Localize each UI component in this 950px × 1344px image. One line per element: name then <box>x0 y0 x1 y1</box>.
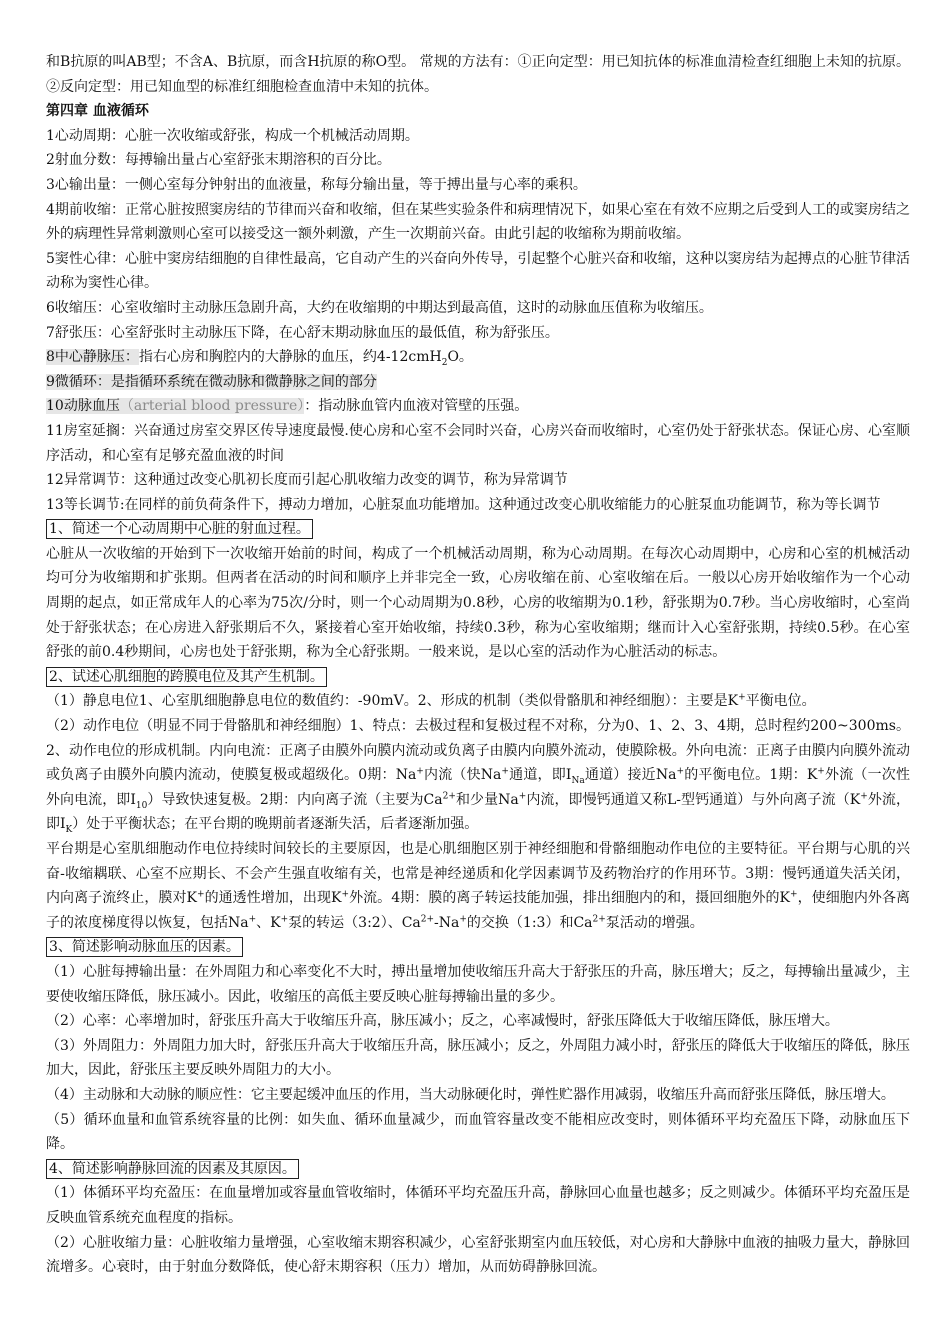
question-1-title: 1、简述一个心动周期中心脏的射血过程。 <box>46 519 313 539</box>
definition-12: 12异常调节：这种通过改变心肌初长度而引起心肌收缩力改变的调节，称为异常调节 <box>46 472 568 489</box>
text-run: 外流。4期：膜的离子转运技能加强，排出细胞内的和，摄回细胞外的K <box>349 890 791 907</box>
text-run: 2+ <box>442 791 456 802</box>
definition-11: 11房室延搁：兴奋通过房室交界区传导速度最慢.使心房和心室不会同时兴奋，心房兴奋而收缩时，心室仍处于舒张状态。保证心房、心室顺序活动，和心室有足够充盈血液的时间 <box>46 422 910 464</box>
text-run: + <box>341 889 350 900</box>
question-2-part-2 <box>46 714 910 837</box>
question-4-part-2: （2）心脏收缩力量：心脏收缩力量增强，心室收缩末期容积减少，心室舒张期室内血压较低，对心房和大静脉中血液的抽吸力量大，静脉回流增多。心衰时，由于射血分数降低，使心舒末期容积（压力）增加，从而妨碍静脉回流。 <box>46 1234 910 1276</box>
question-3-title: 3、简述影响动脉血压的因素。 <box>46 937 243 957</box>
chapter-title: 第四章 血液循环 <box>46 103 149 120</box>
document-page <box>46 50 910 1280</box>
text-run: ）处于平衡状态；在平台期的晚期前者逐渐失活，后者逐渐加强。 <box>72 816 479 833</box>
text-run: + <box>280 914 289 925</box>
definition-4: 4期前收缩：正常心脏按照窦房结的节律而兴奋和收缩，但在某些实验条件和病理情况下，如果心室在有效不应期之后受到人工的或窦房结之外的病理性异常刺激则心室可以接受这一额外刺激，产生一次期前兴奋。由此引起的收缩称为期前收缩。 <box>46 201 910 243</box>
text-run: （2）动作电位（明显不同于骨骼肌和神经细胞）1、特点：去极过程和复极过程不对称，分为0、1、2、3、4期，总时程约200~300ms。2、动作电位的形成机制。内向电流：正离子由膜外向膜内流动或负离子由膜内向膜外流动，使膜除极。外向电流：正离子由膜内向膜外流动或负离子由膜外向膜内流动，使膜复极或超级化。0期：Na <box>46 718 910 784</box>
text-run: 和少量Na <box>455 791 519 808</box>
text-run: （1）静息电位1、心室肌细胞静息电位的数值约：-90mV。2、形成的机制（类似骨骼肌和神经细胞）：主要是K <box>46 693 739 710</box>
text-run: 泵的转运（3:2）、Ca <box>288 914 421 931</box>
text-run: + <box>676 766 684 777</box>
text-run: 外流，即I <box>46 791 910 833</box>
text-run: + <box>196 889 205 900</box>
definition-5: 5窦性心律：心脏中窦房结细胞的自律性最高，它自动产生的兴奋向外传导，引起整个心脏兴奋和收缩，这种以窦房结为起搏点的心脏节律活动称为窦性心律。 <box>46 250 910 292</box>
text-run: + <box>501 766 509 777</box>
text-run: ）导致快速复极。2期：内向离子流（主要为Ca <box>147 791 443 808</box>
text-run: -Na <box>434 914 460 931</box>
definition-3: 3心输出量：一侧心室每分钟射出的血液量，称每分输出量，等于搏出量与心率的乘积。 <box>46 176 587 193</box>
text-run: 、K <box>256 914 281 931</box>
definition-9: 9微循环：是指循环系统在微动脉和微静脉之间的部分 <box>46 373 377 390</box>
question-3-part-2: （2）心率：心率增加时，舒张压升高大于收缩压升高，脉压减小；反之，心率减慢时，舒张压降低大于收缩压降低，脉压增大。 <box>46 1013 839 1030</box>
definition-6: 6收缩压：心室收缩时主动脉压急剧升高，大约在收缩期的中期达到最高值，这时的动脉血压值称为收缩压。 <box>46 299 713 316</box>
text-run: 2+ <box>420 914 435 925</box>
text-run: + <box>817 766 825 777</box>
question-3-part-5: （5）循环血量和血管系统容量的比例：如失血、循环血量减少，而血管容量改变不能相应改变时，则体循环平均充盈压下降，动脉血压下降。 <box>46 1111 910 1153</box>
text-run: K <box>65 825 73 836</box>
question-1-answer: 心脏从一次收缩的开始到下一次收缩开始前的时间，构成了一个机械活动周期，称为心动周期。在每次心动周期中，心房和心室的机械活动均可分为收缩期和扩张期。但两者在活动的时间和顺序上并非完全一致，心房收缩在前、心室收缩在后。一般以心房开始收缩作为一个心动周期的起点，如正常成年人的心率为75次/分时，则一个心动周期为0.8秒，心房的收缩期为0.1秒，舒张期为0.7秒。当心房收缩时，心室尚处于舒张状态；在心房进入舒张期后不久，紧接着心室开始收缩，持续0.3秒，称为心室收缩期；继而计入心室舒张期，持续0.5秒。在心室舒张的前0.4秒期间，心房也处于舒张期，称为全心舒张期。一般来说，是以心室的活动作为心脏活动的标志。 <box>46 545 910 661</box>
text-run: 的通透性增加，出现K <box>204 890 342 907</box>
text-run: + <box>248 914 257 925</box>
text-run: + <box>518 791 527 802</box>
definition-13: 13等长调节:在同样的前负荷条件下，搏动力增加，心脏泵血功能增加。这种通过改变心肌收缩能力的心脏泵血功能调节，称为等长调节 <box>46 496 881 513</box>
definition-2: 2射血分数：每搏输出量占心室舒张末期溶积的百分比。 <box>46 152 391 169</box>
text-run: 内流，即慢钙通道又称L-型钙通道）与外向离子流（K <box>526 791 861 808</box>
question-3-part-3: （3）外周阻力：外周阻力加大时，舒张压升高大于收缩压升高，脉压减小；反之，外周阻力减小时，舒张压的降低大于收缩压的降低，脉压加大，因此，舒张压主要反映外周阻力的大小。 <box>46 1037 910 1079</box>
question-3-part-4: （4）主动脉和大动脉的顺应性：它主要起缓冲血压的作用，当大动脉硬化时，弹性贮器作用减弱，收缩压升高而舒张压降低，脉压增大。 <box>46 1086 895 1103</box>
text-run: 外流（一次性外向电流，即I <box>46 767 910 808</box>
text-run: 10 <box>135 800 148 811</box>
text-run: 的交换（1:3）和Ca <box>466 914 593 931</box>
text-run: + <box>459 914 467 925</box>
text-run: 内流（快Na <box>423 767 502 784</box>
definition-8: 8中心静脉压：指右心房和胸腔内的大静脉的血压，约4-12cmH$_2$O。 <box>46 349 473 368</box>
text-run: + <box>738 692 746 703</box>
text-run: 平台期是心室肌细胞动作电位持续时间较长的主要原因，也是心肌细胞区别于神经细胞和骨骼细胞动作电位的主要特征。平台期与心肌的兴奋-收缩耦联、心室不应期长、不会产生强直收缩有关，也常是神经递质和化学因素调节及药物治疗的作用环节。3期：慢钙通道失活关闭，内向离子流终止，膜对K <box>46 841 910 907</box>
question-4-title: 4、简述影响静脉回流的因素及其原因。 <box>46 1159 299 1179</box>
question-2-part-3 <box>46 837 910 935</box>
text-run: Na <box>571 776 585 787</box>
question-4-part-1: （1）体循环平均充盈压：在血量增加或容量血管收缩时，体循环平均充盈压升高，静脉回心血量也越多；反之则减少。体循环平均充盈压是反映血管系统充血程度的指标。 <box>46 1185 910 1226</box>
text-run: 2+ <box>592 914 606 925</box>
highlighted-term: 8中心静脉压： <box>46 349 139 366</box>
definition-7: 7舒张压：心室舒张时主动脉压下降，在心舒末期动脉血压的最低值，称为舒张压。 <box>46 324 559 341</box>
question-2-part-1 <box>46 689 910 714</box>
definition-1: 1心动周期：心脏一次收缩或舒张，构成一个机械活动周期。 <box>46 127 419 144</box>
text-run: + <box>790 889 798 900</box>
text-run: 的平衡电位。1期：K <box>684 767 818 784</box>
question-2-title: 2、试述心肌细胞的跨膜电位及其产生机制。 <box>46 667 327 687</box>
text-run: 泵活动的增强。 <box>605 914 704 931</box>
question-3-part-1: （1）心脏每搏输出量：在外周阻力和心率变化不大时，搏出量增加使收缩压升高大于舒张压的升高，脉压增大；反之，每搏输出量减少，主要使收缩压降低，脉压减小。因此，收缩压的高低主要反映心脏每搏输出量的多少。 <box>46 963 910 1005</box>
text-run: 通道）接近Na <box>584 767 677 784</box>
text-run: + <box>416 766 424 777</box>
intro-paragraph: 和B抗原的叫AB型；不含A、B抗原，而含H抗原的称O型。 常规的方法有：①正向定型：用已知抗体的标准血清检查红细胞上未知的抗原。②反向定型：用已知血型的标准红细胞检查血清中未知的抗体。 <box>46 54 911 95</box>
text-run: ，使细胞内外各离子的浓度梯度得以恢复，包括Na <box>46 890 910 931</box>
definition-10: 10动脉血压（arterial blood pressure）：指动脉血管内血液对管壁的压强。 <box>46 398 529 415</box>
text-run: + <box>860 791 868 802</box>
text-run: 平衡电位。 <box>745 693 816 710</box>
text-run: 通道，即I <box>508 767 572 784</box>
